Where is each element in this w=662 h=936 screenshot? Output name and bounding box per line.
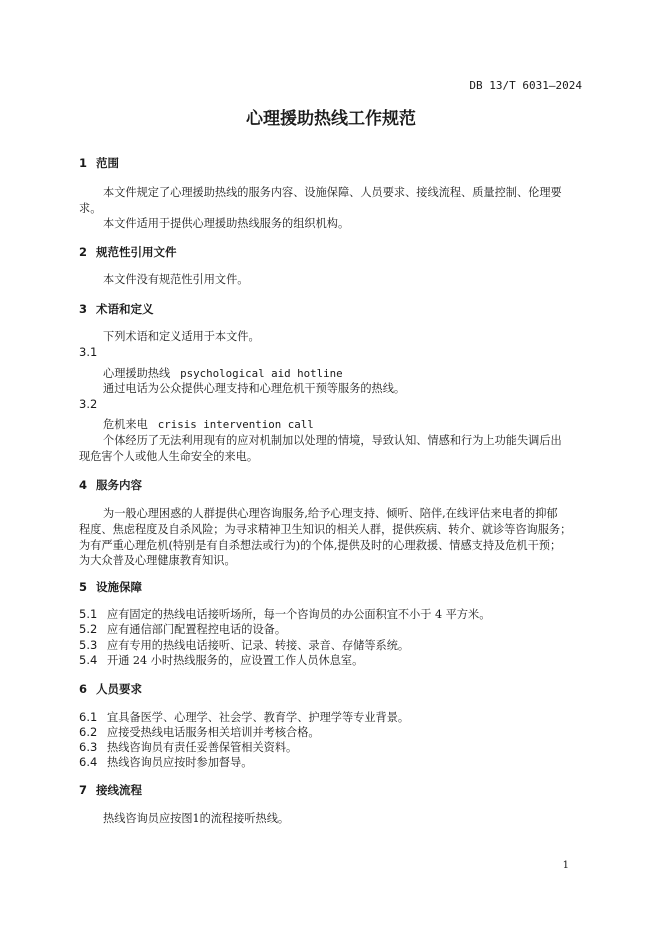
section-number: 1 (79, 156, 88, 170)
section-title: 术语和定义 (96, 302, 154, 316)
clause-text: 开通 24 小时热线服务的，应设置工作人员休息室。 (107, 654, 364, 667)
section-2-paragraph: 本文件没有规范性引用文件。 (103, 273, 249, 286)
clause-5-1 (79, 606, 490, 622)
clause-number: 5.4 (79, 653, 98, 667)
term-3-1-definition: 通过电话为公众提供心理支持和心理危机干预等服务的热线。 (103, 382, 406, 395)
section-number: 4 (79, 478, 88, 492)
section-1-paragraph-2: 本文件适用于提供心理援助热线服务的组织机构。 (103, 217, 350, 230)
section-6-heading (79, 681, 142, 697)
section-title: 范围 (96, 156, 119, 170)
clause-text: 热线咨询员应按时参加督导。 (107, 756, 253, 769)
section-4-heading (79, 477, 142, 493)
section-title: 设施保障 (96, 580, 142, 594)
section-7-heading (79, 782, 142, 798)
section-number: 6 (79, 682, 88, 696)
clause-text: 应有专用的热线电话接听、记录、转接、录音、存储等系统。 (107, 639, 410, 652)
clause-number: 6.1 (79, 710, 98, 724)
section-1-paragraph-1-line-2: 求。 (79, 202, 102, 215)
clause-number: 5.1 (79, 607, 98, 621)
term-3-2-number: 3.2 (79, 397, 98, 411)
term-en: crisis intervention call (157, 418, 314, 431)
section-2-heading (79, 244, 177, 260)
section-4-line-3: 为有严重心理危机(特别是有自杀想法或行为)的个体,提供及时的心理救援、情感支持及危机干预； (79, 539, 562, 552)
section-4-line-4: 为大众普及心理健康教育知识。 (79, 554, 236, 567)
clause-5-3 (79, 637, 409, 653)
section-number: 7 (79, 783, 88, 797)
term-zh: 心理援助热线 (103, 367, 171, 380)
clause-6-2 (79, 724, 320, 740)
clause-number: 5.2 (79, 622, 98, 636)
clause-number: 6.3 (79, 740, 98, 754)
term-3-2 (103, 416, 314, 432)
clause-text: 热线咨询员有责任妥善保管相关资料。 (107, 741, 298, 754)
section-title: 规范性引用文件 (96, 245, 177, 259)
clause-number: 5.3 (79, 638, 98, 652)
term-zh: 危机来电 (103, 418, 148, 431)
page-number: 1 (562, 860, 569, 871)
section-3-intro: 下列术语和定义适用于本文件。 (103, 330, 260, 343)
clause-text: 宜具备医学、心理学、社会学、教育学、护理学等专业背景。 (107, 711, 410, 724)
section-3-heading (79, 301, 154, 317)
clause-text: 应有固定的热线电话接听场所，每一个咨询员的办公面积宜不小于 4 平方米。 (107, 608, 491, 621)
section-4-line-2: 程度、焦虑程度及自杀风险；为寻求精神卫生知识的相关人群，提供疾病、转介、就诊等咨询服务； (79, 523, 572, 536)
standard-number: DB 13/T 6031—2024 (469, 79, 582, 92)
clause-number: 6.2 (79, 725, 98, 739)
clause-5-4 (79, 652, 363, 668)
section-title: 服务内容 (96, 478, 142, 492)
section-7-paragraph: 热线咨询员应按图1的流程接听热线。 (103, 812, 290, 825)
clause-6-4 (79, 754, 252, 770)
clause-6-1 (79, 709, 409, 725)
clause-5-2 (79, 621, 286, 637)
section-5-heading (79, 579, 142, 595)
clause-6-3 (79, 739, 297, 755)
section-4-line-1: 为一般心理困惑的人群提供心理咨询服务,给予心理支持、倾听、陪伴,在线评估来电者的抑郁 (103, 507, 558, 520)
clause-text: 应接受热线电话服务相关培训并考核合格。 (107, 726, 320, 739)
clause-number: 6.4 (79, 755, 98, 769)
section-1-paragraph-1-line-1: 本文件规定了心理援助热线的服务内容、设施保障、人员要求、接线流程、质量控制、伦理要 (103, 186, 562, 199)
section-1-heading (79, 155, 119, 171)
term-en: psychological aid hotline (180, 367, 343, 380)
term-3-1-number: 3.1 (79, 345, 98, 359)
term-3-1 (103, 365, 343, 381)
section-number: 5 (79, 580, 88, 594)
section-number: 2 (79, 245, 88, 259)
section-title: 人员要求 (96, 682, 142, 696)
clause-text: 应有通信部门配置程控电话的设备。 (107, 623, 287, 636)
section-number: 3 (79, 302, 88, 316)
term-3-2-definition-line-1: 个体经历了无法利用现有的应对机制加以处理的情境，导致认知、情感和行为上功能失调后出 (103, 434, 562, 447)
section-title: 接线流程 (96, 783, 142, 797)
term-3-2-definition-line-2: 现危害个人或他人生命安全的来电。 (79, 450, 259, 463)
document-title: 心理援助热线工作规范 (246, 109, 416, 129)
